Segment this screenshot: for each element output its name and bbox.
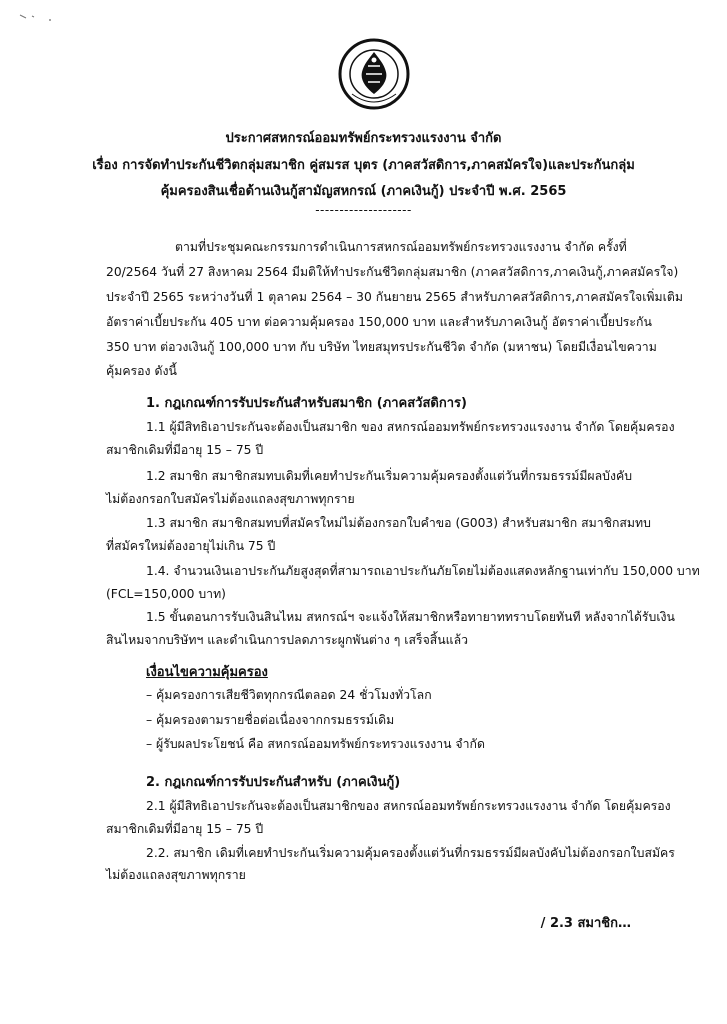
intro-line: ประจำปี 2565 ระหว่างวันที่ 1 ตุลาคม 2564 – 30 กันยายน 2565 สำหรับภาคสวัสดิการ,ภาคสมัครใจเพิ่มเติม <box>106 290 683 304</box>
section-1-line: 1.2 สมาชิก สมาชิกสมทบเดิมที่เคยทำประกันเริ่มความคุ้มครองตั้งแต่วันที่กรมธรรม์มีผลบังคับ <box>146 469 633 483</box>
conditions-heading: เงื่อนไขความคุ้มครอง <box>146 665 268 680</box>
title-divider: -------------------- <box>315 203 412 217</box>
announcement-title: ประกาศสหกรณ์ออมทรัพย์กระทรวงแรงงาน จำกัด <box>225 131 502 146</box>
continuation-note: / 2.3 สมาชิก… <box>540 916 631 931</box>
section-1-line: ที่สมัครใหม่ต้องอายุไม่เกิน 75 ปี <box>106 539 276 553</box>
intro-line: 350 บาท ต่อวงเงินกู้ 100,000 บาท กับ บริษัท ไทยสมุทรประกันชีวิต จำกัด (มหาชน) โดยมีเงื่อนไขความ <box>106 340 657 354</box>
section-1-line: (FCL=150,000 บาท) <box>106 587 226 601</box>
section-2-line: ไม่ต้องแถลงสุขภาพทุกราย <box>106 868 246 882</box>
intro-line: อัตราค่าเบี้ยประกัน 405 บาท ต่อความคุ้มครอง 150,000 บาท และสำหรับภาคเงินกู้ อัตราค่าเบี้ยประกัน <box>106 315 652 329</box>
section-1-heading: 1. กฎเกณฑ์การรับประกันสำหรับสมาชิก (ภาคสวัสดิการ) <box>146 396 467 411</box>
section-1-line: 1.3 สมาชิก สมาชิกสมทบที่สมัครใหม่ไม่ต้องกรอกใบคำขอ (G003) สำหรับสมาชิก สมาชิกสมทบ <box>146 516 651 530</box>
section-1-line: 1.5 ขั้นตอนการรับเงินสินไหม สหกรณ์ฯ จะแจ้งให้สมาชิกหรือทายาททราบโดยทันที หลังจากได้รับเงิน <box>146 610 675 624</box>
subject-line-1: เรื่อง การจัดทำประกันชีวิตกลุ่มสมาชิก คู่สมรส บุตร (ภาคสวัสดิการ,ภาคสมัครใจ)และประกันกลุ่ม <box>92 158 635 173</box>
intro-line: ตามที่ประชุมคณะกรรมการดำเนินการสหกรณ์ออมทรัพย์กระทรวงแรงงาน จำกัด ครั้งที่ <box>175 240 627 254</box>
section-2-line: 2.2. สมาชิก เดิมที่เคยทำประกันเริ่มความคุ้มครองตั้งแต่วันที่กรมธรรม์มีผลบังคับไม่ต้องกรอกใบสมัคร <box>146 846 675 860</box>
condition-item: – คุ้มครองการเสียชีวิตทุกกรณีตลอด 24 ชั่วโมงทั่วโลก <box>146 688 432 702</box>
section-1-line: 1.1 ผู้มีสิทธิเอาประกันจะต้องเป็นสมาชิก ของ สหกรณ์ออมทรัพย์กระทรวงแรงงาน จำกัด โดยคุ้มครอง <box>146 420 675 434</box>
section-1-line: สินไหมจากบริษัทฯ และดำเนินการปลดภาระผูกพันต่าง ๆ เสร็จสิ้นแล้ว <box>106 633 469 647</box>
condition-item: – ผู้รับผลประโยชน์ คือ สหกรณ์ออมทรัพย์กระทรวงแรงงาน จำกัด <box>146 737 485 751</box>
section-1-line: ไม่ต้องกรอกใบสมัครไม่ต้องแถลงสุขภาพทุกราย <box>106 492 355 506</box>
section-1-line: สมาชิกเดิมที่มีอายุ 15 – 75 ปี <box>106 443 264 457</box>
scan-mark-icon <box>18 12 58 24</box>
condition-item: – คุ้มครองตามรายชื่อต่อเนื่องจากกรมธรรม์เดิม <box>146 713 395 727</box>
intro-line: คุ้มครอง ดังนี้ <box>106 364 177 378</box>
cooperative-seal-icon <box>338 38 410 110</box>
section-1-line: 1.4. จำนวนเงินเอาประกันภัยสูงสุดที่สามารถเอาประกันภัยโดยไม่ต้องแสดงหลักฐานเท่ากับ 150,000 บาท <box>146 564 700 578</box>
subject-line-2: คุ้มครองสินเชื่อด้านเงินกู้สามัญสหกรณ์ (ภาคเงินกู้) ประจำปี พ.ศ. 2565 <box>160 184 567 199</box>
section-2-line: 2.1 ผู้มีสิทธิเอาประกันจะต้องเป็นสมาชิกของ สหกรณ์ออมทรัพย์กระทรวงแรงงาน จำกัด โดยคุ้มครอง <box>146 799 671 813</box>
section-2-line: สมาชิกเดิมที่มีอายุ 15 – 75 ปี <box>106 822 264 836</box>
intro-line: 20/2564 วันที่ 27 สิงหาคม 2564 มีมติให้ทำประกันชีวิตกลุ่มสมาชิก (ภาคสวัสดิการ,ภาคเงินกู้,ภาคสมัครใจ) <box>106 265 679 279</box>
section-2-heading: 2. กฎเกณฑ์การรับประกันสำหรับ (ภาคเงินกู้) <box>146 775 401 790</box>
